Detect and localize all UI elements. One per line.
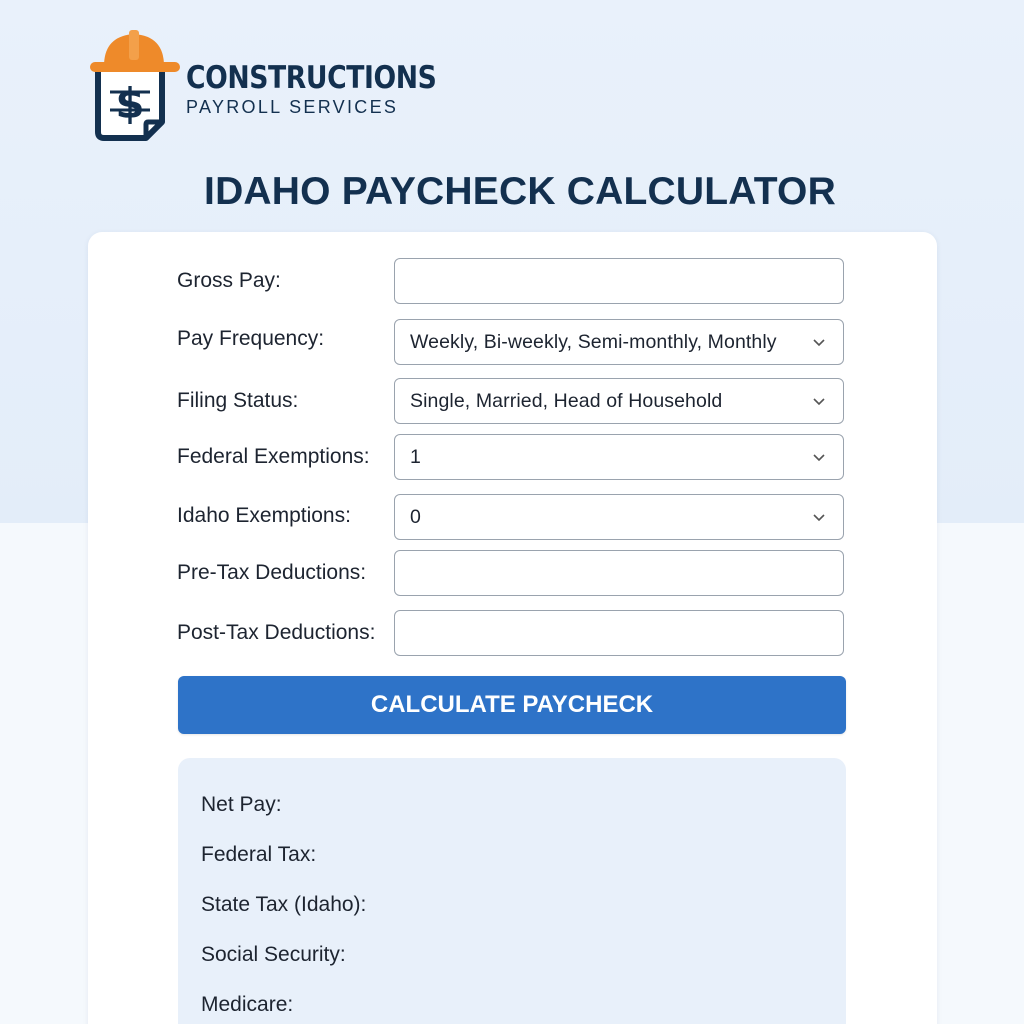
- pay-frequency-value: Weekly, Bi-weekly, Semi-monthly, Monthly: [410, 331, 777, 353]
- gross-pay-label: Gross Pay:: [177, 269, 281, 292]
- chevron-down-icon: [811, 334, 827, 350]
- brand-tagline: PAYROLL SERVICES: [186, 97, 399, 117]
- federal-exemptions-select[interactable]: [394, 434, 844, 480]
- filing-status-value: Single, Married, Head of Household: [410, 390, 723, 412]
- idaho-exemptions-value: 0: [410, 506, 421, 528]
- social-security-label: Social Security:: [201, 943, 346, 966]
- federal-exemptions-label: Federal Exemptions:: [177, 445, 370, 468]
- chevron-down-icon: [811, 449, 827, 465]
- svg-text:$: $: [115, 79, 145, 128]
- gross-pay-input[interactable]: [394, 258, 844, 304]
- post-tax-deductions-label: Post-Tax Deductions:: [177, 621, 376, 644]
- brand-name: CONSTRUCTIONS: [186, 60, 437, 96]
- idaho-exemptions-select[interactable]: [394, 494, 844, 540]
- federal-tax-label: Federal Tax:: [201, 843, 317, 866]
- idaho-exemptions-label: Idaho Exemptions:: [177, 504, 351, 527]
- federal-exemptions-value: 1: [410, 446, 421, 468]
- filing-status-label: Filing Status:: [177, 389, 299, 412]
- pay-frequency-label: Pay Frequency:: [177, 327, 325, 350]
- hard-hat-document-dollar-icon: [88, 28, 188, 142]
- chevron-down-icon: [811, 393, 827, 409]
- post-tax-deductions-input[interactable]: [394, 610, 844, 656]
- chevron-down-icon: [811, 509, 827, 525]
- pre-tax-deductions-label: Pre-Tax Deductions:: [177, 561, 367, 584]
- net-pay-label: Net Pay:: [201, 793, 282, 816]
- medicare-label: Medicare:: [201, 993, 294, 1016]
- filing-status-select[interactable]: [394, 378, 844, 424]
- calculate-paycheck-button[interactable]: CALCULATE PAYCHECK: [178, 676, 846, 734]
- pay-frequency-select[interactable]: [394, 319, 844, 365]
- page-title: IDAHO PAYCHECK CALCULATOR: [204, 170, 836, 213]
- brand: [186, 60, 477, 118]
- state-tax-label: State Tax (Idaho):: [201, 893, 367, 916]
- pre-tax-deductions-input[interactable]: [394, 550, 844, 596]
